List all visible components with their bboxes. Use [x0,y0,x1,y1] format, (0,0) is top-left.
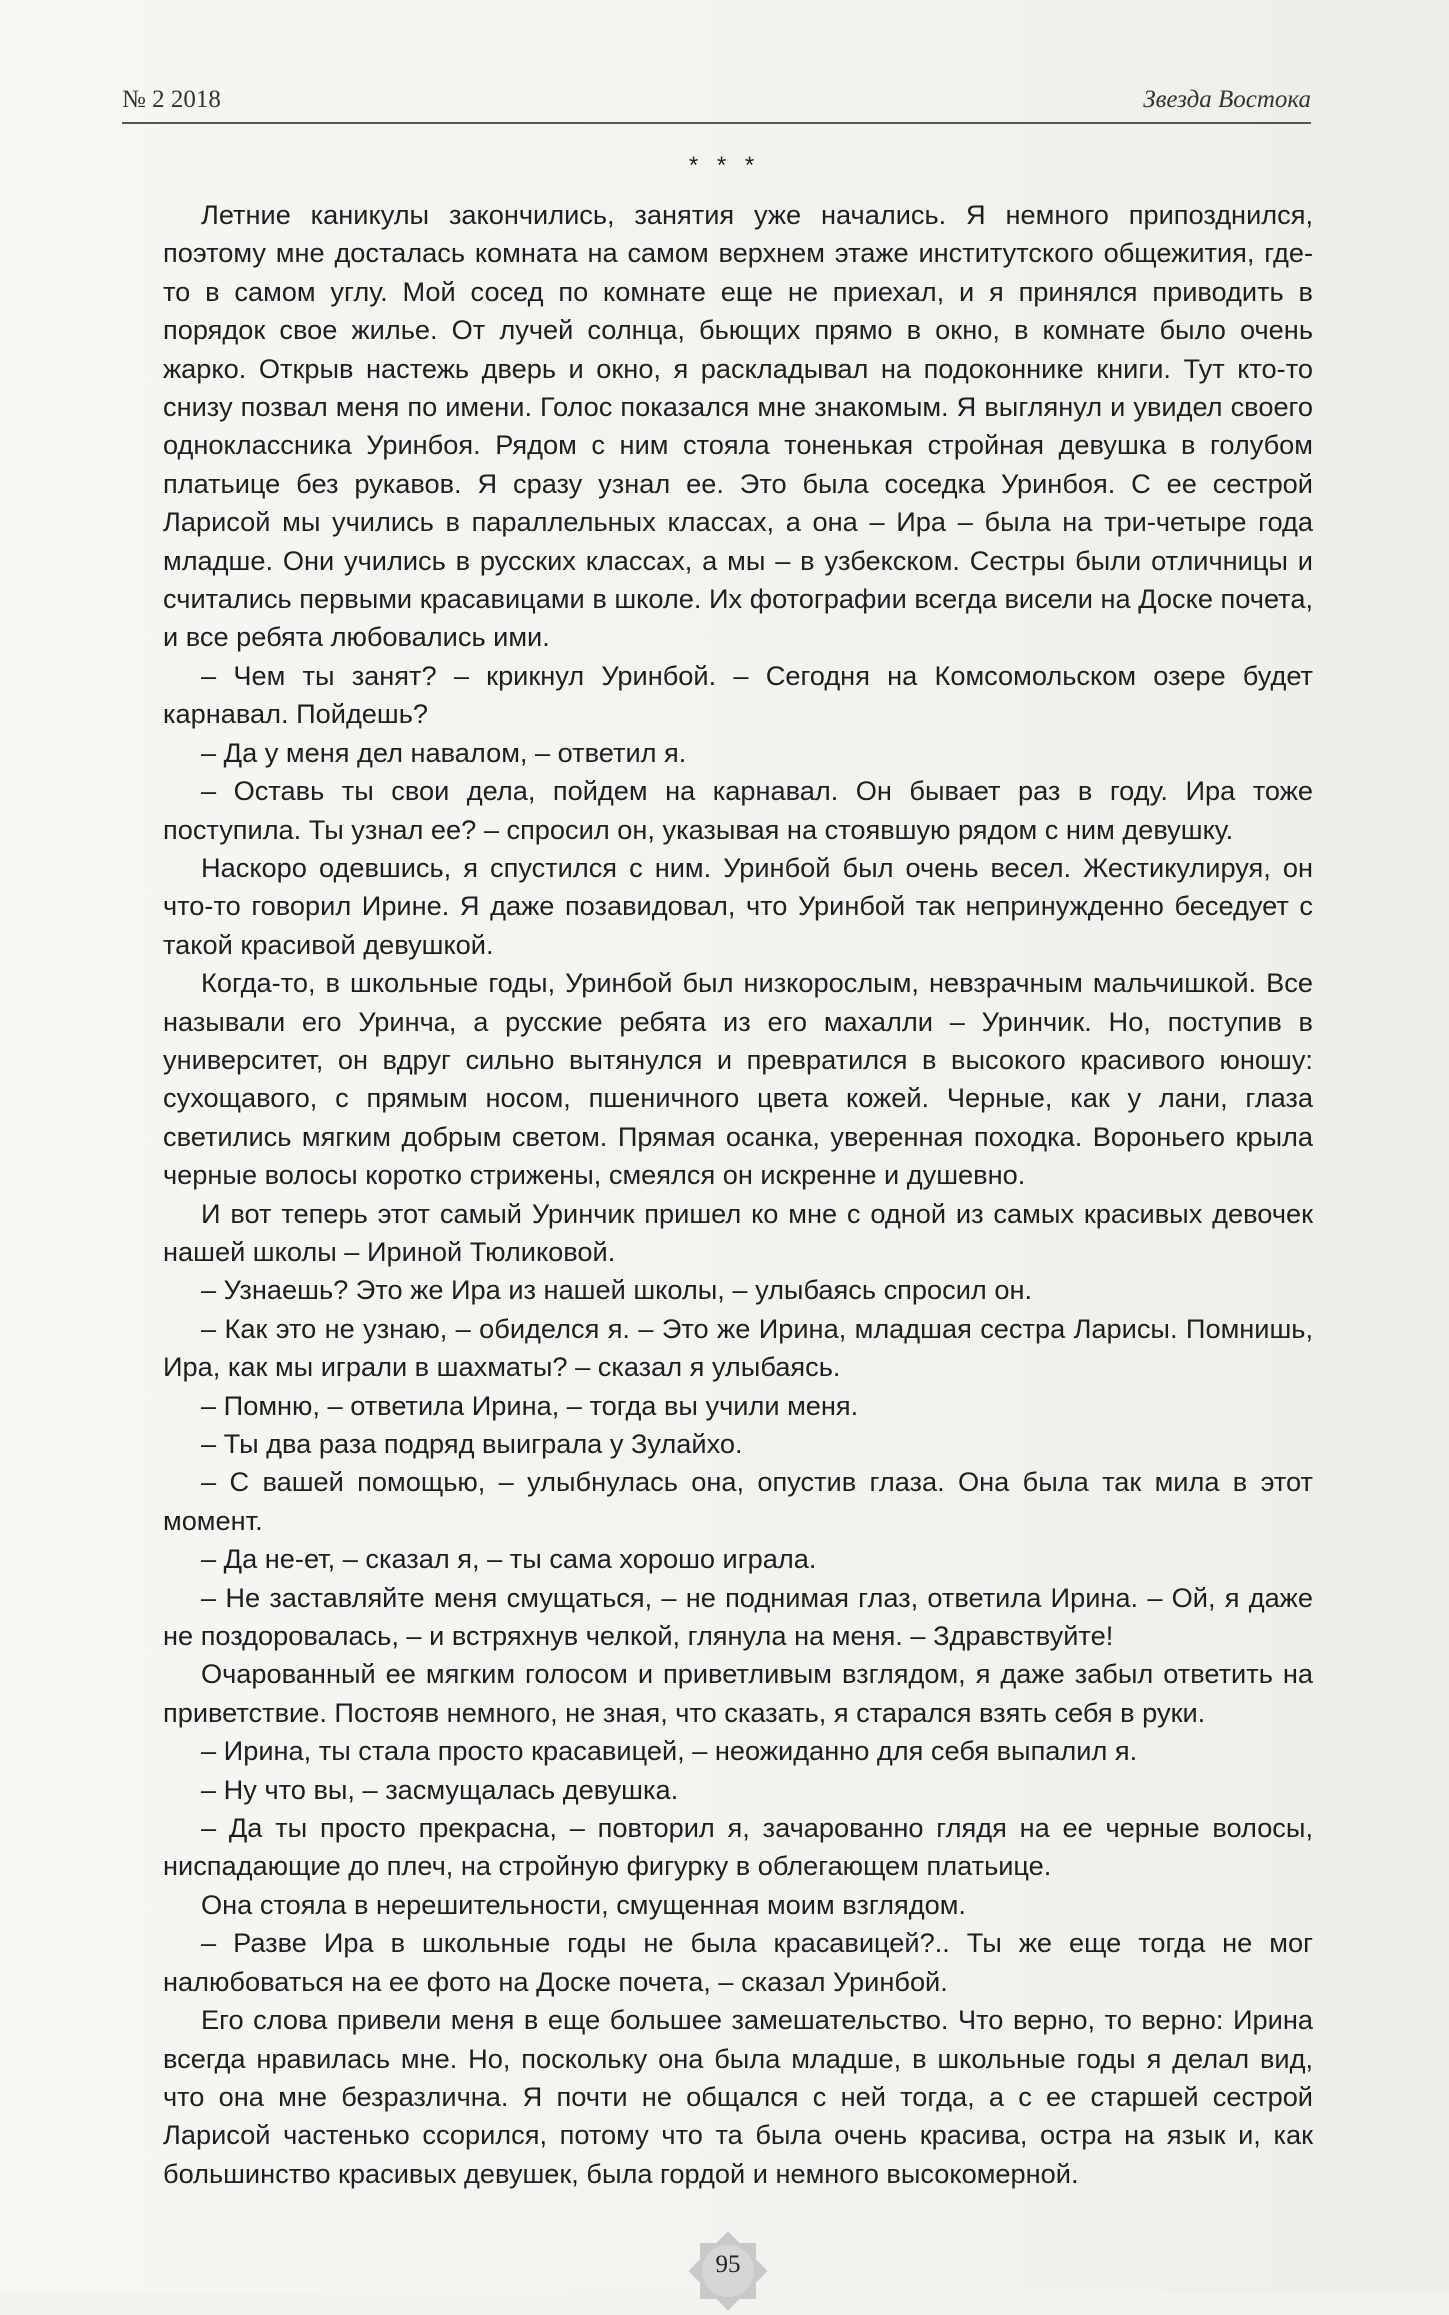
paragraph: Она стояла в нерешительности, смущенная моим взглядом. [201,1888,966,1920]
running-header [122,82,1311,124]
journal-title: Звезда Востока [1143,86,1311,113]
paragraph: – Помню, – ответила Ирина, – тогда вы учили меня. [201,1389,859,1421]
paragraph: И вот теперь этот самый Уринчик пришел ко мне с одной из самых красивых девочек нашей школы – Ириной Тюликовой. [163,1197,1313,1267]
paragraph: – Да ты просто прекрасна, – повторил я, зачарованно глядя на ее черные волосы, ниспадающие до плеч, на стройную фигурку в облегающем платьице. [163,1812,1313,1882]
page-number: 95 [715,2251,741,2278]
paragraph: Очарованный ее мягким голосом и приветливым взглядом, я даже забыл ответить на приветствие. Постояв немного, не зная, что сказать, я старался взять себя в руки. [163,1658,1313,1728]
paragraph: – Узнаешь? Это же Ира из нашей школы, – улыбаясь спросил он. [201,1274,1033,1306]
paragraph: Его слова привели меня в еще большее замешательство. Что верно, то верно: Ирина всегда нравилась мне. Но, поскольку она была младше, в школьные годы я делал вид, что она мне безразлична. Я почти не общался с ней тогда, а с ее старшей сестрой Ларисой частенько ссорился, потому что та была очень красива, остра на язык и, как большинство красивых девушек, была гордой и немного высокомерной. [163,2004,1313,2189]
issue-label: № 2 2018 [122,86,221,113]
paragraph: – Ну что вы, – засмущалась девушка. [201,1773,679,1805]
paragraph: Наскоро одевшись, я спустился с ним. Уринбой был очень весел. Жестикулируя, он что-то говорил Ирине. Я даже позавидовал, что Уринбой так непринужденно беседует с такой красивой девушкой. [163,851,1313,960]
paragraph: Летние каникулы закончились, занятия уже начались. Я немного припозднился, поэтому мне досталась комната на самом верхнем этаже институтского общежития, где-то в самом углу. Мой сосед по комнате еще не приехал, и я принялся приводить в порядок свое жилье. От лучей солнца, бьющих прямо в окно, в комнате было очень жарко. Открыв настежь дверь и окно, я раскладывал на подоконнике книги. Тут кто-то снизу позвал меня по имени. Голос показался мне знакомым. Я выглянул и увидел своего одноклассника Уринбоя. Рядом с ним стояла тоненькая стройная девушка в голубом платьице без рукавов. Я сразу узнал ее. Это была соседка Уринбоя. С ее сестрой Ларисой мы учились в параллельных классах, а она – Ира – была на три-четыре года младше. Они учились в русских классах, а мы – в узбекском. Сестры были отличницы и считались первыми красавицами в школе. Их фотографии всегда висели на Доске почета, и все ребята любовались ими. [163,199,1313,653]
section-marker: * * * [688,152,761,179]
paragraph: – Как это не узнаю, – обиделся я. – Это же Ирина, младшая сестра Ларисы. Помнишь, Ира, как мы играли в шахматы? – сказал я улыбаясь. [163,1312,1313,1383]
page-number-badge [684,2227,772,2315]
article-body [163,196,1313,2193]
paragraph: – Оставь ты свои дела, пойдем на карнавал. Он бывает раз в году. Ира тоже поступила. Ты узнал ее? – спросил он, указывая на стоявшую рядом с ним девушку. [163,775,1313,845]
paragraph: – Чем ты занят? – крикнул Уринбой. – Сегодня на Комсомольском озере будет карнавал. Пойдешь? [163,659,1313,730]
paragraph: – Да у меня дел навалом, – ответил я. [201,736,687,768]
paragraph: Когда-то, в школьные годы, Уринбой был низкорослым, невзрачным мальчишкой. Все называли его Уринча, а русские ребята из его махалли – Уринчик. Но, поступив в университет, он вдруг сильно вытянулся и превратился в высокого красивого юношу: сухощавого, с прямым носом, пшеничного цвета кожей. Черные, как у лани, глаза светились мягким добрым светом. Прямая осанка, уверенная походка. Вороньего крыла черные волосы коротко стрижены, смеялся он искренне и душевно. [163,967,1313,1191]
paragraph: – Разве Ира в школьные годы не была красавицей?.. Ты же еще тогда не мог налюбоваться на ее фото на Доске почета, – сказал Уринбой. [163,1927,1313,1997]
paragraph: – С вашей помощью, – улыбнулась она, опустив глаза. Она была так мила в этот момент. [163,1466,1313,1536]
paragraph: – Да не-ет, – сказал я, – ты сама хорошо играла. [201,1543,817,1575]
paragraph: – Ирина, ты стала просто красавицей, – неожиданно для себя выпалил я. [201,1735,1138,1767]
paragraph: – Не заставляйте меня смущаться, – не поднимая глаз, ответила Ирина. – Ой, я даже не поздоровалась, – и встряхнув челкой, глянула на меня. – Здравствуйте! [163,1581,1313,1652]
paragraph: – Ты два раза подряд выиграла у Зулайхо. [201,1428,743,1459]
